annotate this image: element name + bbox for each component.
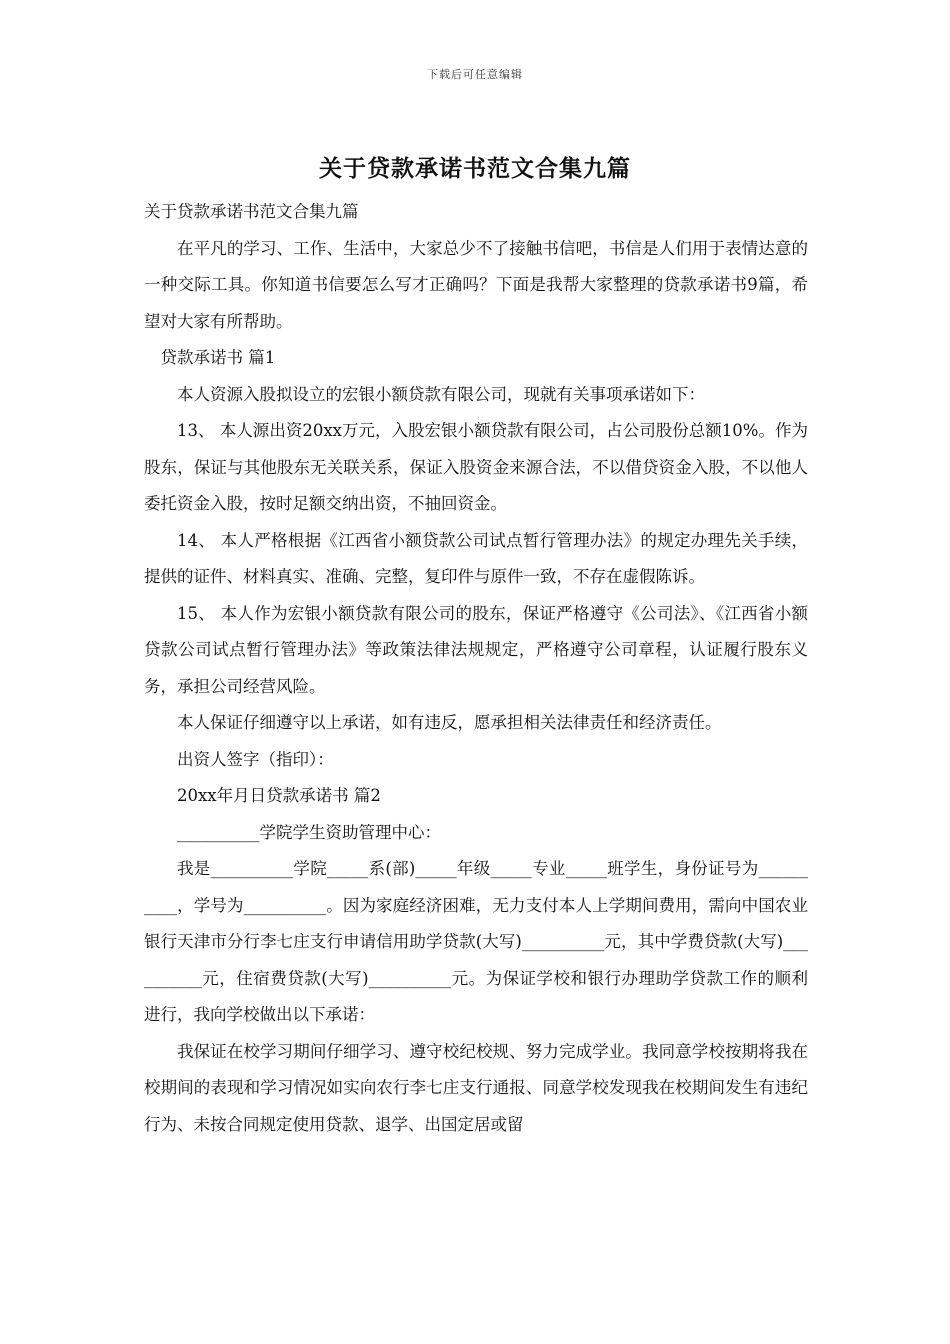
commitment-item-13: 13、 本人源出资20xx万元，入股宏银小额贷款有限公司，占公司股份总额10%。作为股东，保证与其他股东无关联关系，保证入股资金来源合法，不以借贷资金入股，不以他人委托资金入股，按时足额交纳出资，不抽回资金。 [144,421,808,513]
body-paragraph: 本人保证仔细遵守以上承诺，如有违反，愿承担相关法律责任和经济责任。 [177,713,722,732]
body-paragraph: 本人资源入股拟设立的宏银小额贷款有限公司，现就有关事项承诺如下： [177,384,705,404]
section-heading-2: 20xx年月日贷款承诺书 篇2 [177,786,381,805]
document-title: 关于贷款承诺书范文合集九篇 [319,155,631,182]
signature-line: 出资人签字（指印）： [177,749,334,769]
section-heading-1: 贷款承诺书 篇1 [160,348,276,367]
header-note: 下载后可任意编辑 [427,68,523,81]
commitment-item-15: 15、 本人作为宏银小额贷款有限公司的股东，保证严格遵守《公司法》、《江西省小额贷款公司试点暂行管理办法》等政策法律法规规定，严格遵守公司章程，认证履行股东义务，承担公司经营风险。 [144,603,808,696]
body-paragraph: 我保证在校学习期间仔细学习、遵守校纪校规、努力完成学业。我同意学校按期将我在校期间的表现和学习情况如实向农行李七庄支行通报、同意学校发现我在校期间发生有违纪行为、未按合同规定使用贷款、退学、出国定居或留 [144,1041,808,1134]
subtitle-paragraph: 关于贷款承诺书范文合集九篇 [144,202,359,221]
commitment-item-14: 14、 本人严格根据《江西省小额贷款公司试点暂行管理办法》的规定办理先关手续，提供的证件、材料真实、准确、完整，复印件与原件一致，不存在虚假陈诉。 [144,530,808,586]
body-paragraph: 我是__________学院_____系(部)_____年级_____专业_____班学生，身份证号为__________，学号为__________。因为家庭经济困难，无力支付本人上学期间费用，需向中国农业银行天津市分行李七庄支行申请信用助学贷款(大写)__________元，其中学费贷款(大写)__________元，住宿费贷款(大写)__________元。为保证学校和银行办理助学贷款工作的顺利进行，我向学校做出以下承诺： [144,859,808,1024]
intro-paragraph: 在平凡的学习、工作、生活中，大家总少不了接触书信吧，书信是人们用于表情达意的一种交际工具。你知道书信要怎么写才正确吗？下面是我帮大家整理的贷款承诺书9篇，希望对大家有所帮助。 [144,238,808,331]
addressee-line: __________学院学生资助管理中心： [177,822,441,842]
document-body [144,194,808,1143]
